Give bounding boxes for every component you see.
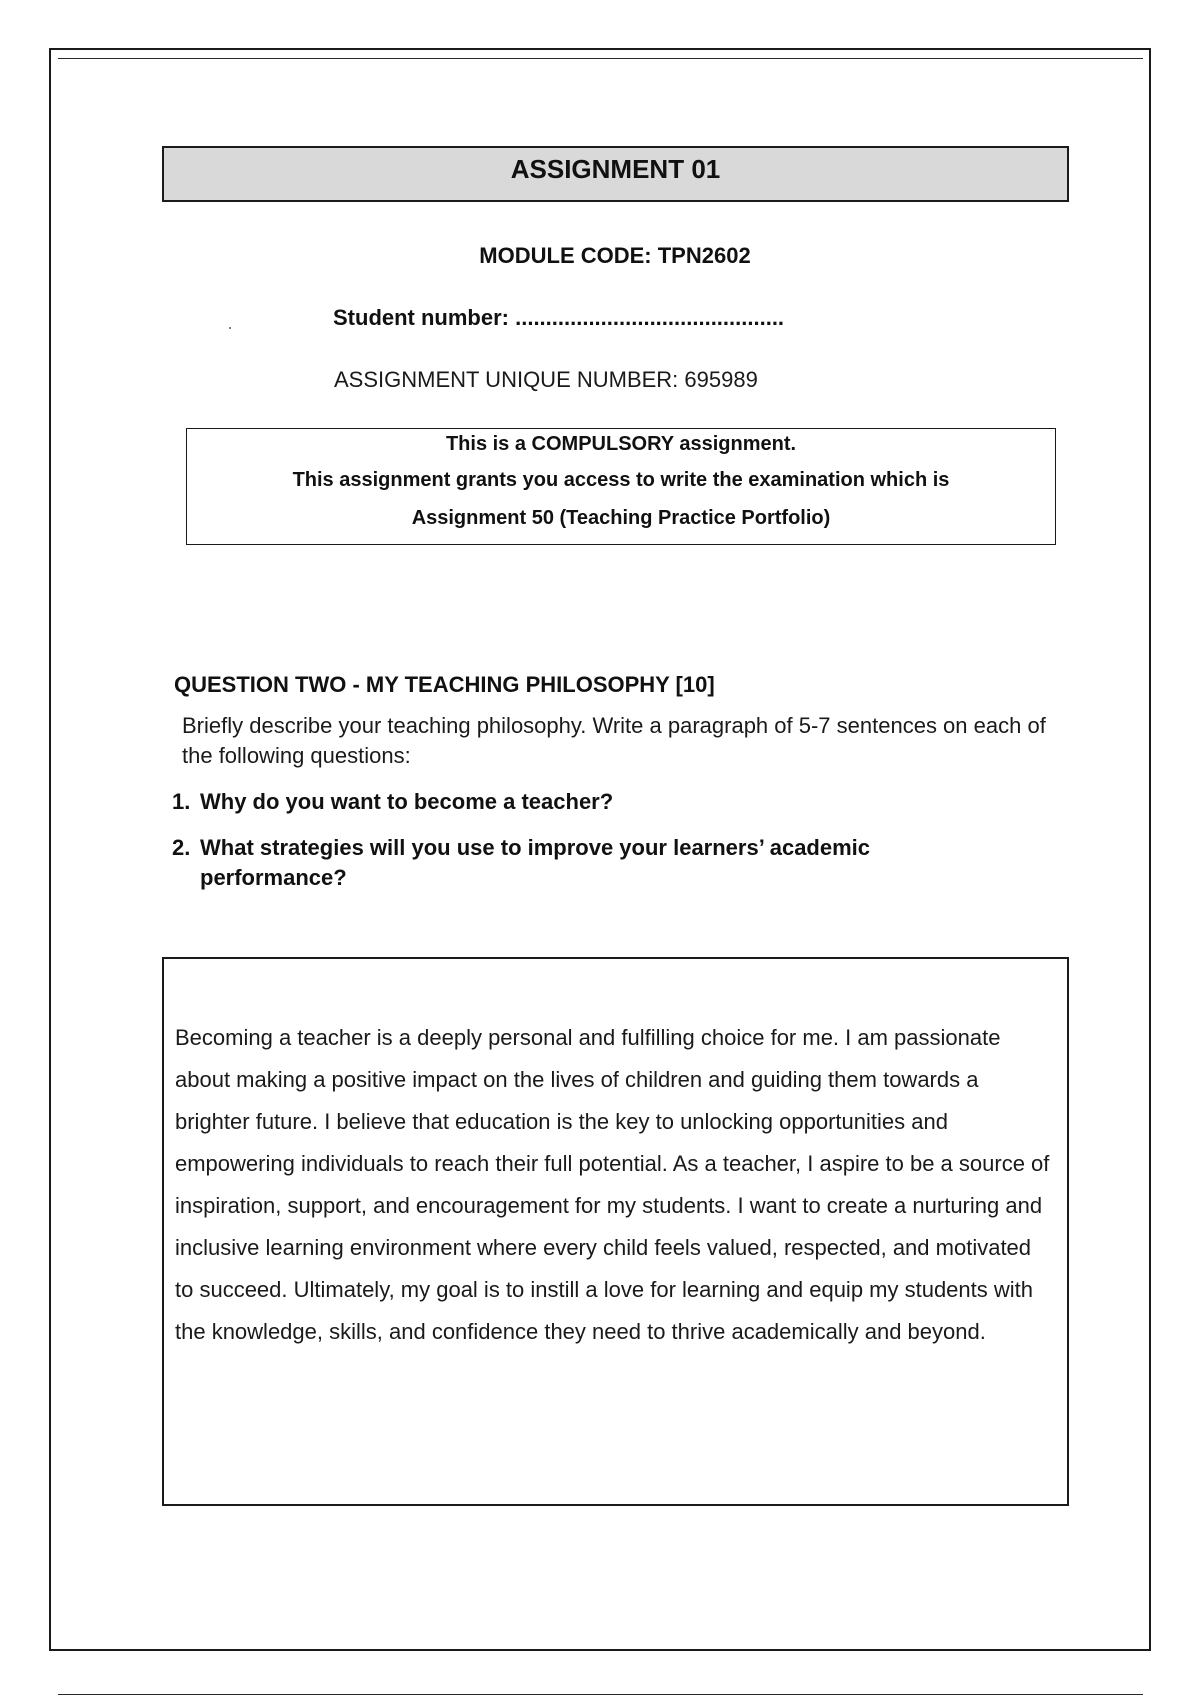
question-list-item bbox=[172, 833, 992, 890]
compulsory-notice-box bbox=[186, 428, 1056, 545]
question-item-number: 2. bbox=[172, 835, 191, 860]
question-list-item bbox=[172, 787, 613, 817]
question-instructions: Briefly describe your teaching philosophy. Write a paragraph of 5-7 sentences on each of the following questions: bbox=[182, 713, 1046, 768]
module-code: MODULE CODE: TPN2602 bbox=[479, 243, 751, 268]
notice-line: This assignment grants you access to write the examination which is bbox=[292, 469, 950, 491]
question-item-text: Why do you want to become a teacher? bbox=[200, 789, 614, 814]
notice-line: This is a COMPULSORY assignment. bbox=[445, 433, 797, 455]
question-heading: QUESTION TWO - MY TEACHING PHILOSOPHY [10] bbox=[174, 672, 715, 697]
top-rule bbox=[58, 58, 1143, 59]
bottom-rule bbox=[58, 1694, 1143, 1695]
answer-paragraph: Becoming a teacher is a deeply personal and fulfilling choice for me. I am passionate about making a positive impact on the lives of children and guiding them towards a brighter future. I believe that education is the key to unlocking opportunities and empowering individuals to reach their full potential. As a teacher, I aspire to be a source of inspiration, support, and encouragement for my students. I want to create a nurturing and inclusive learning environment where every child feels valued, respected, and motivated to succeed. Ultimately, my goal is to instill a love for learning and equip my students with the knowledge, skills, and confidence they need to thrive academically and beyond. bbox=[175, 1025, 1050, 1344]
student-number-field: Student number: ............................................ bbox=[333, 305, 785, 330]
question-item-number: 1. bbox=[172, 789, 191, 814]
stray-mark bbox=[229, 327, 231, 329]
assignment-unique-number: ASSIGNMENT UNIQUE NUMBER: 695989 bbox=[334, 367, 758, 392]
question-item-text: What strategies will you use to improve your learners’ academic performance? bbox=[200, 835, 871, 890]
answer-box bbox=[162, 957, 1069, 1506]
assignment-title: ASSIGNMENT 01 bbox=[162, 146, 1069, 202]
notice-line: Assignment 50 (Teaching Practice Portfolio) bbox=[411, 507, 831, 529]
